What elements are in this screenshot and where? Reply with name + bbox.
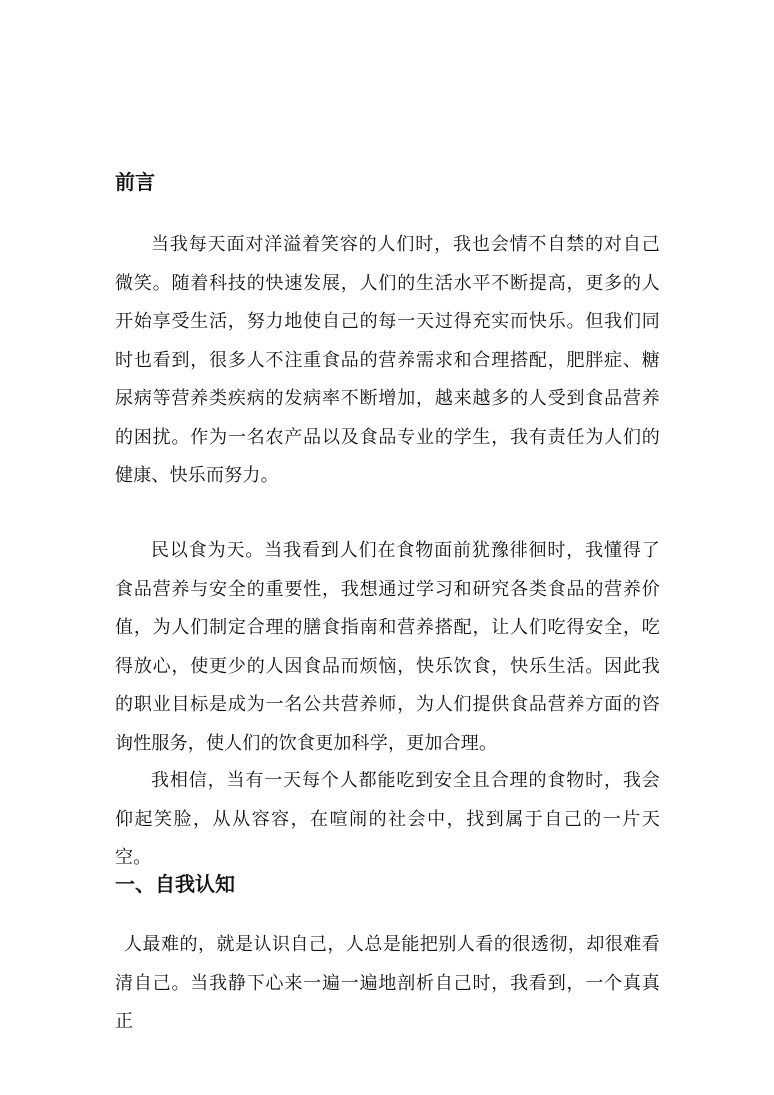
preface-paragraph-1: 当我每天面对洋溢着笑容的人们时，我也会情不自禁的对自己微笑。随着科技的快速发展，人们的生活水平不断提高，更多的人开始享受生活，努力地使自己的每一天过得充实而快乐。但我们同时也看到，很多人不注重食品的营养需求和合理搭配，肥胖症、糖尿病等营养类疾病的发病率不断增加，越来越多的人受到食品营养的困扰。作为一名农产品以及食品专业的学生，我有责任为人们的健康、快乐而努力。 [115, 234, 660, 486]
section-heading-preface: 前言 [115, 170, 155, 194]
preface-paragraph-3: 我相信，当有一天每个人都能吃到安全且合理的食物时，我会仰起笑脸，从从容容，在喧闹的社会中，找到属于自己的一片天空。 [115, 770, 660, 868]
preface-paragraph-2: 民以食为天。当我看到人们在食物面前犹豫徘徊时，我懂得了食品营养与安全的重要性，我想通过学习和研究各类食品的营养价值，为人们制定合理的膳食指南和营养搭配，让人们吃得安全，吃得放心，使更少的人因食品而烦恼，快乐饮食，快乐生活。因此我的职业目标是成为一名公共营养师，为人们提供食品营养方面的咨询性服务，使人们的饮食更加科学，更加合理。 [115, 540, 660, 754]
section-heading-self-awareness: 一、自我认知 [115, 872, 235, 896]
self-awareness-paragraph: 人最难的，就是认识自己，人总是能把别人看的很透彻，却很难看清自己。当我静下心来一遍一遍地剖析自己时，我看到，一个真真正 [115, 934, 660, 1032]
